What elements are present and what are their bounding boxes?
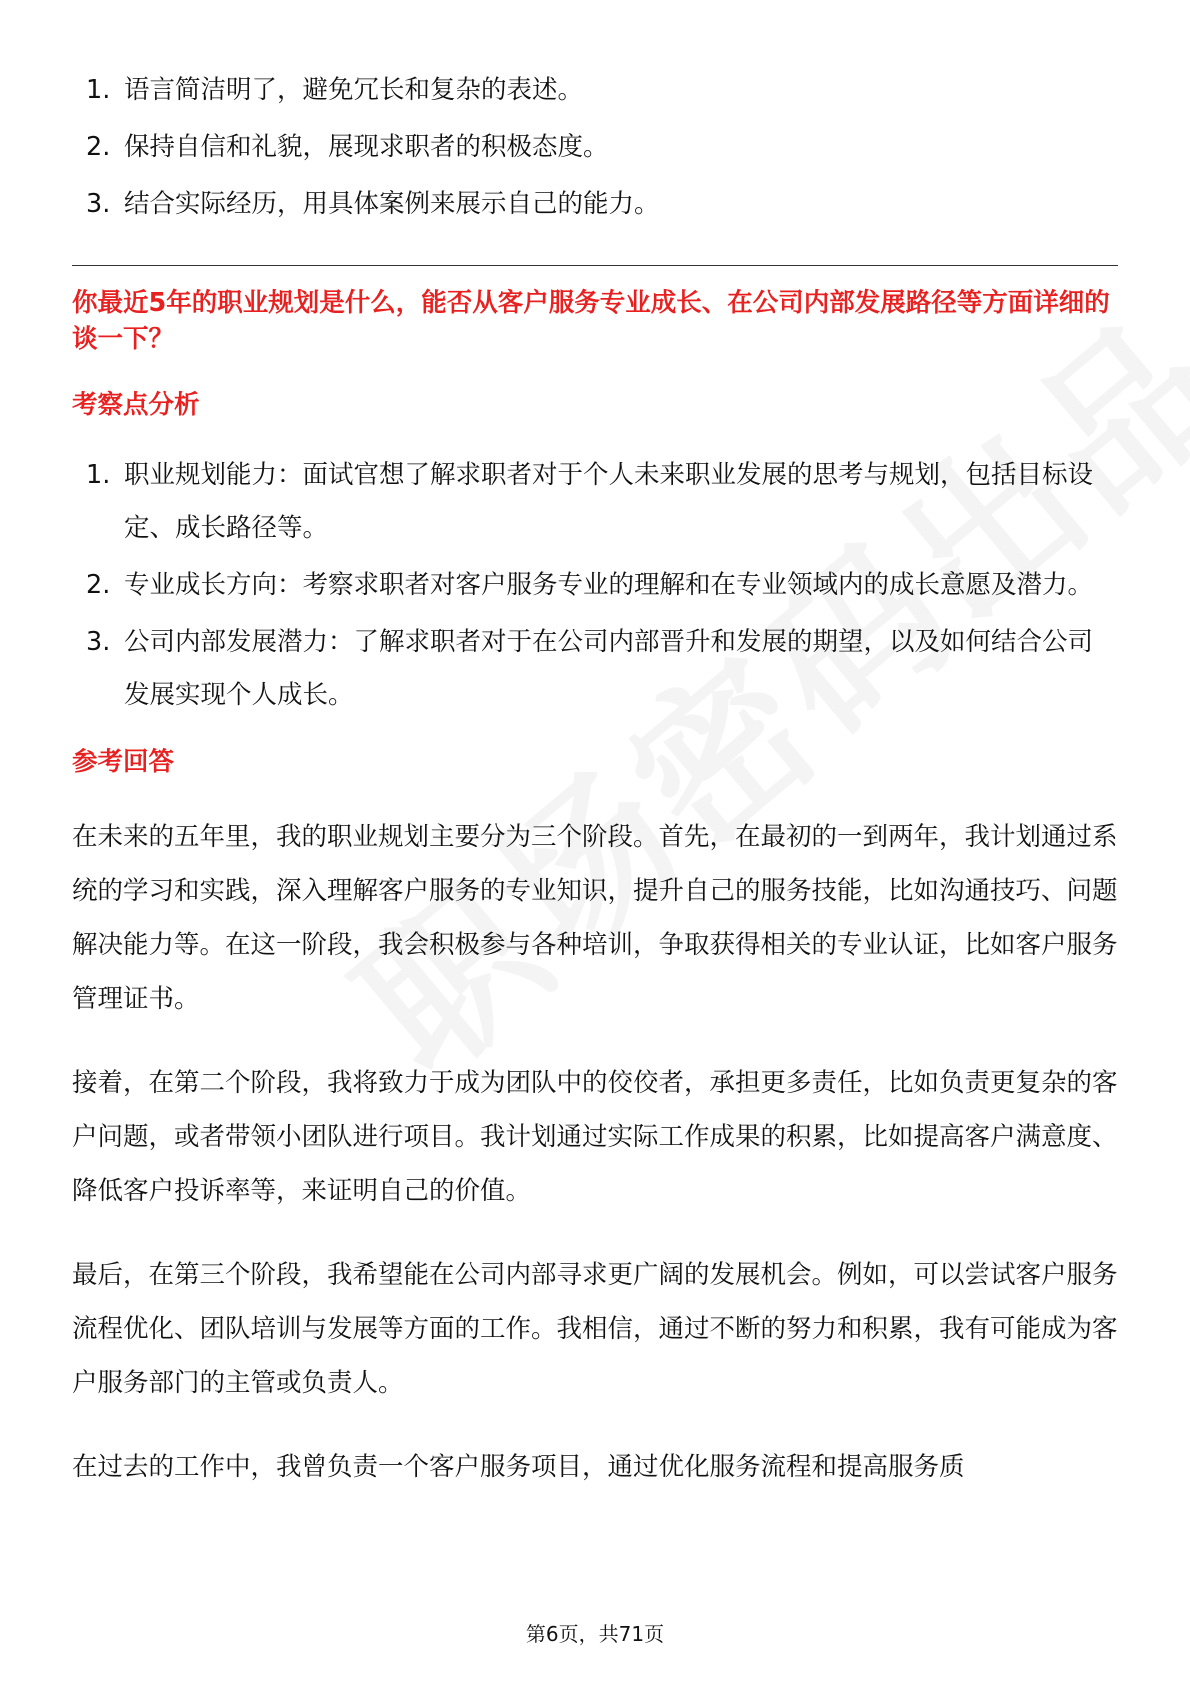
list-number: 3. bbox=[86, 627, 111, 657]
page-number-footer: 第6页，共71页 bbox=[525, 1622, 665, 1646]
answer-paragraph: 接着，在第二个阶段，我将致力于成为团队中的佼佼者，承担更多责任，比如负责更复杂的客户问题，或者带领小团队进行项目。我计划通过实际工作成果的积累，比如提高客户满意度、降低客户投诉率等，来证明自己的价值。 bbox=[72, 1068, 1118, 1206]
list-item-text: 职业规划能力：面试官想了解求职者对于个人未来职业发展的思考与规划，包括目标设定、成长路径等。 bbox=[124, 460, 1094, 543]
answer-paragraph: 在过去的工作中，我曾负责一个客户服务项目，通过优化服务流程和提高服务质 bbox=[72, 1452, 965, 1482]
list-number: 2. bbox=[86, 132, 111, 162]
analysis-heading: 考察点分析 bbox=[72, 390, 200, 420]
interview-question: 你最近5年的职业规划是什么，能否从客户服务专业成长、在公司内部发展路径等方面详细的谈一下？ bbox=[72, 288, 1110, 354]
list-number: 2. bbox=[86, 570, 111, 600]
tips-list bbox=[72, 64, 1118, 231]
answer-heading: 参考回答 bbox=[72, 747, 175, 777]
answer-paragraph: 最后，在第三个阶段，我希望能在公司内部寻求更广阔的发展机会。例如，可以尝试客户服务流程优化、团队培训与发展等方面的工作。我相信，通过不断的努力和积累，我有可能成为客户服务部门的主管或负责人。 bbox=[72, 1260, 1118, 1398]
list-item-text: 保持自信和礼貌，展现求职者的积极态度。 bbox=[124, 132, 609, 162]
list-item-text: 结合实际经历，用具体案例来展示自己的能力。 bbox=[124, 189, 660, 219]
analysis-list bbox=[72, 449, 1118, 722]
list-number: 1. bbox=[86, 460, 111, 490]
list-item bbox=[72, 559, 1118, 612]
list-item bbox=[72, 64, 1118, 117]
list-number: 1. bbox=[86, 75, 111, 105]
list-item-text: 语言简洁明了，避免冗长和复杂的表述。 bbox=[124, 75, 584, 105]
list-item bbox=[72, 178, 1118, 231]
list-item-text: 公司内部发展潜力：了解求职者对于在公司内部晋升和发展的期望，以及如何结合公司发展实现个人成长。 bbox=[124, 627, 1094, 710]
section-divider bbox=[72, 265, 1118, 266]
list-number: 3. bbox=[86, 189, 111, 219]
list-item-text: 专业成长方向：考察求职者对客户服务专业的理解和在专业领域内的成长意愿及潜力。 bbox=[124, 570, 1094, 600]
list-item bbox=[72, 449, 1118, 555]
answer-paragraph: 在未来的五年里，我的职业规划主要分为三个阶段。首先，在最初的一到两年，我计划通过系统的学习和实践，深入理解客户服务的专业知识，提升自己的服务技能，比如沟通技巧、问题解决能力等。在这一阶段，我会积极参与各种培训，争取获得相关的专业认证，比如客户服务管理证书。 bbox=[72, 822, 1118, 1014]
list-item bbox=[72, 616, 1118, 722]
list-item bbox=[72, 121, 1118, 174]
page-content bbox=[72, 64, 1118, 1524]
